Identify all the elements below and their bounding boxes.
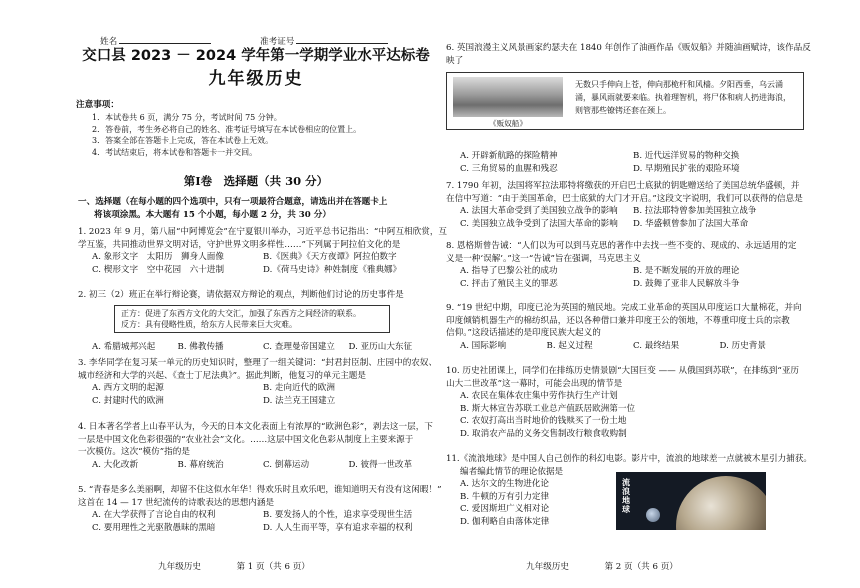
- option-a[interactable]: A. 象形文字 太阳历 狮身人面像: [92, 252, 224, 263]
- option-grid: [78, 382, 434, 407]
- option-d[interactable]: D. 人人生而平等，享有追求幸福的权利: [263, 522, 413, 533]
- option-c[interactable]: C. 农奴打高出当时地价的钱赎买了一份土地: [460, 416, 627, 427]
- option-c[interactable]: C. 封建时代的欧洲: [92, 395, 164, 406]
- debate-pro: 正方：促进了东西方文化的大交汇，加强了东西方之间经济的联系。: [121, 309, 361, 318]
- question-stem: 义是一种‘误解’。”这一“告诫”旨在强调，马克思主义: [446, 253, 641, 264]
- option-b[interactable]: B. 幕府统治: [177, 459, 224, 470]
- question-stem: 10. 历史社团课上，同学们在排练历史情景剧“大国巨变 —— 从俄国到苏联”，在排练到“亚历: [446, 366, 800, 376]
- question-stem: 映了: [446, 55, 464, 66]
- option-grid: [78, 459, 434, 472]
- question-stem: 一层是中国文化色彩很强的“农业社会”文化。……这层中国文化色彩从制度上主要来源于: [78, 434, 414, 445]
- option-list: [446, 390, 806, 440]
- question-stem: 8. 恩格斯曾告诫：“人们以为可以到马克思的著作中去找一些不变的、现成的、永远适用的定: [446, 241, 797, 251]
- instr-line: 一、选择题（在每小题的四个选项中，只有一项最符合题意，请选出并在答题卡上: [78, 197, 388, 207]
- option-b[interactable]: B. 佛教传播: [177, 342, 224, 352]
- debate-box: [114, 305, 390, 333]
- left-footer: [158, 561, 310, 574]
- slave-ship-material: [446, 72, 804, 130]
- question-6-options: [446, 150, 806, 175]
- option-b[interactable]: B. 走向近代的欧洲: [263, 383, 335, 394]
- option-d[interactable]: D.《荷马史诗》种姓制度《雅典娜》: [263, 264, 402, 275]
- question-1: [78, 226, 448, 276]
- option-a[interactable]: A. 希腊城邦兴起: [92, 342, 156, 352]
- name-label: 姓名: [100, 37, 118, 47]
- exam-subject-title: 九年级历史: [208, 69, 304, 89]
- question-6: [446, 42, 811, 67]
- option-a[interactable]: A. 大化改新: [92, 459, 139, 470]
- footer-page-number: 第 1 页（共 6 页）: [236, 562, 310, 572]
- option-d[interactable]: D. 历史背景: [719, 340, 766, 351]
- question-10: [446, 365, 806, 441]
- option-b[interactable]: B. 斯大林宣告苏联工业总产值跃居欧洲第一位: [460, 403, 636, 414]
- question-stem: 6. 英国浪漫主义风景画家约瑟夫在 1840 年创作了油画作品《贩奴船》并随油画赋诗，该作品反: [446, 43, 811, 53]
- note-item: 2．答卷前，考生务必将自己的姓名、准考证号填写在本试卷相应的位置上。: [92, 124, 362, 134]
- question-stem: 1. 2023 年 9 月，第八届“中阿博览会”在宁夏银川举办，习近平总书记指出：“中阿互相欣赏，互: [78, 227, 448, 237]
- option-d[interactable]: D. 亚历山大东征: [348, 342, 413, 352]
- question-stem: 城市经济和大学的兴起、《查士丁尼法典》”。据此判断，他复习的单元主题是: [78, 370, 366, 381]
- option-grid: [446, 150, 806, 175]
- question-stem: 2. 初三（2）班正在举行辩论赛，请依据双方辩论的观点，判断他们讨论的历史事件是: [78, 290, 404, 300]
- option-grid: [78, 341, 434, 354]
- option-grid: [78, 251, 434, 276]
- option-a[interactable]: A. 开辟新航路的探险精神: [460, 151, 558, 161]
- option-b[interactable]: B. 近代远洋贸易的物种交换: [633, 151, 740, 161]
- option-b[interactable]: B. 起义过程: [546, 340, 593, 351]
- name-field: [100, 34, 211, 49]
- question-stem: 编者编此情节的理论依据是: [460, 466, 564, 477]
- jupiter-image: [676, 476, 766, 530]
- option-b[interactable]: B. 牛顿的万有引力定律: [460, 491, 550, 502]
- option-a[interactable]: A. 国际影响: [460, 340, 507, 351]
- question-7: [446, 180, 806, 230]
- option-c[interactable]: C. 三角贸易的血腥和残忍: [460, 163, 558, 174]
- footer-subject: 九年级历史: [158, 562, 201, 572]
- question-stem: 7. 1790 年初，法国将军拉法耶特将缴获的开启巴士底狱的钥匙赠送给了美国总统华盛顿，并: [446, 181, 800, 191]
- option-d[interactable]: D. 取消农产品的义务交售制改行粮食收购制: [460, 428, 627, 439]
- right-footer: [526, 561, 678, 574]
- poem-text: 无数只手伸向上苍，伸向那桅杆和风樯。夕阳西垂，乌云涌涌，暴风雨就要来临。执着理智机，将尸体和病人扔进海浪，则管那些镣铐还套在颈上。: [575, 80, 791, 115]
- option-a[interactable]: A. 农民在集体农庄集中劳作执行生产计划: [460, 391, 618, 402]
- question-stem: 9. “19 世纪中期，印度已沦为英国的殖民地。完成工业革命的英国从印度运口大量棉花，并向: [446, 303, 802, 313]
- option-c[interactable]: C. 倒幕运动: [263, 459, 310, 470]
- section-instructions: [78, 196, 434, 221]
- option-d[interactable]: D. 伽利略自由落体定律: [460, 516, 550, 527]
- question-stem: 印度倾销机器生产的棉纺织品，还以各种借口兼并印度王公的领地，不尊重印度士兵的宗教: [446, 315, 790, 326]
- question-5: [78, 484, 442, 534]
- question-3: [78, 357, 438, 407]
- exam-title: 交口县 2023 － 2024 学年第一学期学业水平达标卷: [82, 48, 430, 64]
- question-stem: 信仰。”这段话描述的是印度民族大起义的: [446, 328, 601, 339]
- footer-page-number: 第 2 页（共 6 页）: [604, 562, 678, 572]
- option-a[interactable]: A. 西方文明的起源: [92, 383, 164, 394]
- option-c[interactable]: C. 查理曼帝国建立: [263, 342, 335, 352]
- question-8: [446, 240, 806, 290]
- notes-heading: 注意事项：: [76, 100, 119, 110]
- question-stem: 4. 日本著名学者上山春平认为，今天的日本文化表面上有浓厚的“欧洲色彩”，剥去这一层，下: [78, 422, 433, 432]
- notes-list: [78, 112, 434, 158]
- option-c[interactable]: C. 爱因斯坦广义相对论: [460, 504, 550, 515]
- question-stem: 学互鉴，共同推动世界文明对话，守护世界文明多样性……”下列属于阿拉伯文化的是: [78, 239, 401, 250]
- question-stem: 11.《流浪地球》是中国人自己创作的科幻电影。影片中，流浪的地球差一点就被木星引力捕获。: [446, 454, 813, 464]
- option-a[interactable]: A. 法国大革命受到了美国独立战争的影响: [460, 206, 618, 217]
- left-column: [76, 0, 448, 588]
- slave-ship-painting: [453, 77, 563, 117]
- option-a[interactable]: A. 达尔文的生物进化论: [460, 479, 550, 490]
- ticket-field: [260, 34, 388, 49]
- earth-image: [646, 508, 660, 522]
- debate-con: 反方：具有侵略性质，给东方人民带来巨大灾难。: [121, 320, 297, 329]
- option-grid: [78, 509, 434, 534]
- question-4: [78, 421, 434, 471]
- option-d[interactable]: D. 早期殖民扩张的艰险环境: [633, 163, 740, 174]
- option-b[interactable]: B.《医典》《天方夜谭》阿拉伯数字: [263, 252, 397, 263]
- name-underline: [119, 34, 211, 44]
- question-2-options: [78, 341, 434, 354]
- option-c[interactable]: C. 要用理性之光驱散愚昧的黑暗: [92, 522, 216, 533]
- option-c[interactable]: C. 美国独立战争受到了法国大革命的影响: [460, 218, 618, 229]
- question-stem: 一次模仿。这次“模仿”指的是: [78, 447, 190, 458]
- question-stem: 5. “青春是多么美丽啊，却留不住这似水年华！得欢乐时且欢乐吧，谁知道明天有没有这闲暇！”: [78, 485, 442, 495]
- option-grid: [446, 205, 806, 230]
- poster-title: 流浪地球: [622, 478, 630, 514]
- note-item: 4．考试结束后，将本试卷和答题卡一并交回。: [92, 147, 258, 157]
- option-b[interactable]: B. 要发扬人的个性，追求享受现世生活: [263, 510, 413, 521]
- option-a[interactable]: A. 在大学获得了言论自由的权利: [92, 510, 216, 521]
- ticket-label: 准考证号: [260, 37, 295, 47]
- option-a[interactable]: A. 指导了巴黎公社的成功: [460, 266, 558, 277]
- footer-subject: 九年级历史: [526, 562, 569, 572]
- question-stem: 山大二世改革”这一幕时，可能会出现的情节是: [446, 378, 623, 389]
- question-stem: 3. 李华同学在复习某一单元的历史知识时，整理了一组关键词：“封君封臣制、庄园中的农奴、: [78, 358, 438, 368]
- option-d[interactable]: D. 鼓舞了亚非人民解放斗争: [633, 278, 740, 289]
- ticket-underline: [296, 34, 388, 44]
- wandering-earth-poster: [616, 472, 766, 530]
- option-d[interactable]: D. 法兰克王国建立: [263, 395, 336, 406]
- question-stem: 在信中写道：“由于美国革命，巴士底狱的大门才开启。”这段文字说明，我们可以获得的信息是: [446, 193, 803, 204]
- question-2: [78, 289, 434, 302]
- option-c[interactable]: C. 最终结果: [633, 340, 680, 351]
- option-d[interactable]: D. 华盛顿曾参加了法国大革命: [633, 218, 749, 229]
- option-b[interactable]: B. 是不断发展的开放的理论: [633, 266, 740, 277]
- option-c[interactable]: C. 楔形文字 空中花园 六十进制: [92, 264, 225, 275]
- note-item: 3．答案全部在答题卡上完成，答在本试卷上无效。: [92, 136, 274, 146]
- option-c[interactable]: C. 抨击了殖民主义的罪恶: [460, 278, 558, 289]
- instr-line: 将该项涂黑。本大题有 15 个小题，每小题 2 分，共 30 分）: [94, 209, 331, 220]
- option-grid: [446, 340, 806, 353]
- option-d[interactable]: D. 彼得一世改革: [348, 459, 413, 470]
- question-9: [446, 302, 806, 352]
- section-title: 第Ⅰ卷 选择题（共 30 分）: [183, 174, 329, 188]
- question-stem: 这首在 14 — 17 世纪流传的诗歌表达的思想内涵是: [78, 497, 275, 508]
- painting-caption: 《贩奴船》: [489, 119, 527, 128]
- note-item: 1．本试卷共 6 页，满分 75 分，考试时间 75 分钟。: [92, 113, 282, 122]
- option-grid: [446, 265, 806, 290]
- right-column: [446, 0, 813, 588]
- option-b[interactable]: B. 拉法耶特曾参加美国独立战争: [633, 206, 757, 217]
